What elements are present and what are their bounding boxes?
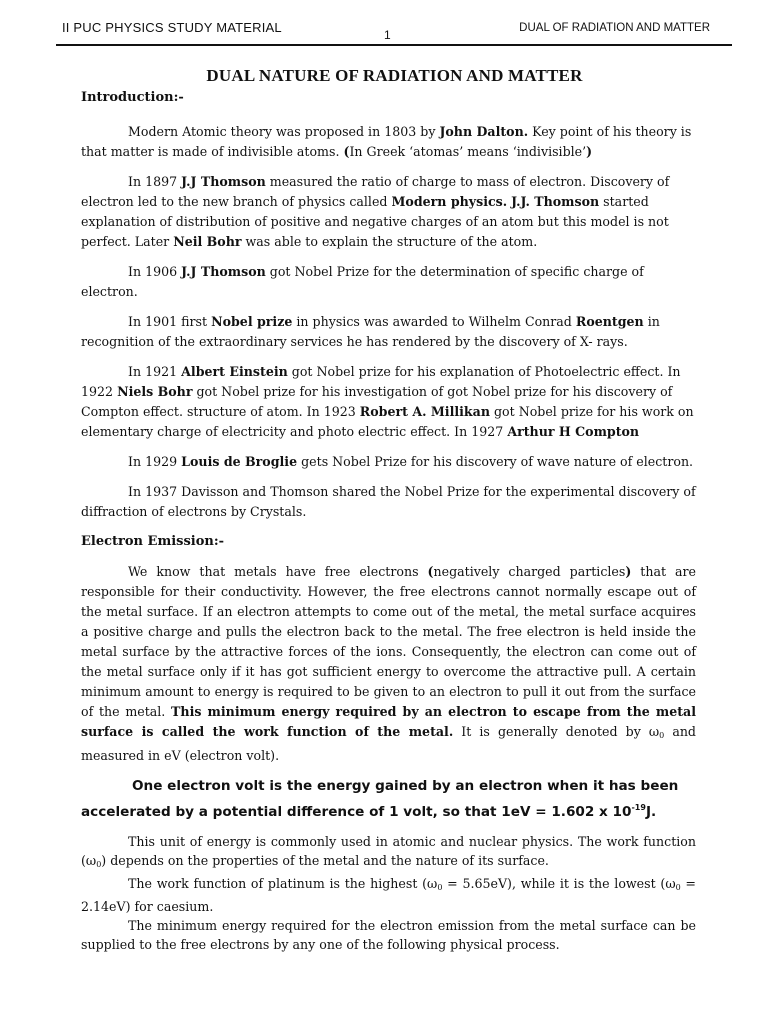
paragraph-thomson-1897: In 1897 J.J Thomson measured the ratio of charge to mass of electron. Discovery of electron led to the new branch of physics called Modern physics. J.J. Thomson started explanation of distribution of positive and negative charges of an atom but this model is not perfect. Later Neil Bohr was able to explain the structure of the atom. bbox=[81, 174, 670, 249]
paragraph-work-function: We know that metals have free electrons (negatively charged particles) that are responsible for their conductivity. However, the free electrons cannot normally escape out of the metal surface. If an electron attempts to come out of the metal, the metal surface acquires a positive charge and pulls the electron back to the metal. The free electron is held inside the metal surface by the attractive forces of the ions. Consequently, the electron can come out of the metal surface only if it has got sufficient energy to overcome the attractive pull. A certain minimum amount to energy is required to be given to an electron to pull it out from the surface of the metal. This minimum energy required by an electron to escape from the metal surface is called the work function of the metal. It is generally denoted by $\omega_0$ and measured in eV (electron volt). bbox=[81, 564, 696, 763]
section-heading-electron-emission: Electron Emission:- bbox=[81, 534, 225, 549]
paragraph-emission-processes: The minimum energy required for the electron emission from the metal surface can be supplied to the free electrons by any one of the following physical process. bbox=[81, 918, 696, 952]
page-number: 1 bbox=[384, 28, 391, 42]
paragraph-de-broglie-1929: In 1929 Louis de Broglie gets Nobel Prize for his discovery of wave nature of electron. bbox=[128, 454, 694, 469]
header-right-title: DUAL OF RADIATION AND MATTER bbox=[519, 22, 710, 34]
paragraph-einstein-1921: In 1921 Albert Einstein got Nobel prize for his explanation of Photoelectric effect. In 1922 Niels Bohr got Nobel prize for his investigation of got Nobel prize for his discovery of Compton effect. structure of atom. In 1923 Robert A. Millikan got Nobel prize for his work on elementary charge of electricity and photo electric effect. In 1927 Arthur H Compton bbox=[81, 364, 694, 439]
paragraph-work-function-units: This unit of energy is commonly used in atomic and nuclear physics. The work function $(\omega_0)$ depends on the properties of the metal and the nature of its surface. bbox=[81, 834, 696, 869]
paragraph-davisson-1937: In 1937 Davisson and Thomson shared the Nobel Prize for the experimental discovery of diffraction of electrons by Crystals. bbox=[81, 484, 696, 519]
section-heading-introduction: Introduction:- bbox=[81, 90, 184, 105]
page-header bbox=[54, 20, 724, 46]
document-body bbox=[81, 66, 696, 954]
callout-electron-volt-definition: One electron volt is the energy gained by an electron when it has been accelerated by a potential difference of 1 volt, so that 1eV = 1.602 x $10^{-19}J$. bbox=[81, 778, 679, 820]
header-left-title: II PUC PHYSICS STUDY MATERIAL bbox=[62, 20, 282, 35]
document-title: DUAL NATURE OF RADIATION AND MATTER bbox=[206, 66, 583, 85]
paragraph-roentgen-1901: In 1901 first Nobel prize in physics was awarded to Wilhelm Conrad Roentgen in recognition of the extraordinary services he has rendered by the discovery of X- rays. bbox=[81, 314, 660, 349]
header-divider bbox=[56, 44, 732, 46]
paragraph-platinum-caesium: The work function of platinum is the highest $(\omega_0 = 5.65eV)$, while it is the lowest $(\omega_0 = 2.14eV)$ for caesium. bbox=[81, 876, 696, 914]
paragraph-dalton: Modern Atomic theory was proposed in 1803 by John Dalton. Key point of his theory is that matter is made of indivisible atoms. (In Greek ‘atomas’ means ‘indivisible’) bbox=[81, 124, 692, 159]
paragraph-thomson-1906: In 1906 J.J Thomson got Nobel Prize for the determination of specific charge of electron. bbox=[81, 264, 644, 299]
